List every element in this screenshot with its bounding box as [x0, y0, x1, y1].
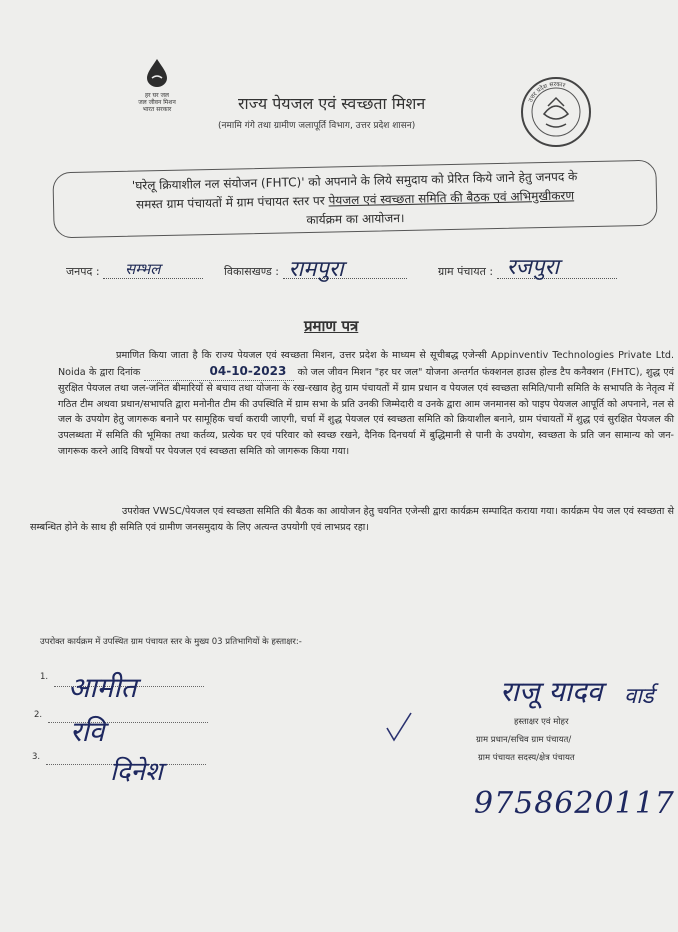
district-field — [66, 260, 203, 279]
participant-signature-1: आमीत — [68, 671, 137, 704]
banner-line-3: कार्यक्रम का आयोजन। — [306, 210, 405, 228]
program-date: 04-10-2023 — [209, 363, 287, 378]
para1-part-a: प्रमाणित किया जाता है कि राज्य पेयजल एवं स्वच्छता मिशन, उत्तर प्रदेश के माध्यम से सूचीबद्ध एजेन्सी Appinventiv Technologies Private Ltd. Noida के द्वारा दिनांक — [58, 350, 674, 378]
panchayat-value: रजपुरा — [506, 255, 560, 280]
signatory-phone: 9758620117 — [474, 786, 675, 821]
participant-signature-3: दिनेश — [110, 757, 163, 787]
participant-number-3: 3. — [32, 752, 41, 762]
signatory-role-line-1: ग्राम प्रधान/सचिव ग्राम पंचायत/ — [476, 735, 572, 745]
participant-signature-2: रवि — [70, 715, 105, 748]
up-government-seal — [520, 76, 592, 148]
mission-subtitle: (नमामि गंगे तथा ग्रामीण जलापूर्ति विभाग, उत्तर प्रदेश शासन) — [218, 121, 416, 131]
har-ghar-jal-logo — [128, 58, 186, 113]
panchayat-field — [438, 255, 617, 280]
seal-text: उत्तर प्रदेश सरकार — [527, 80, 567, 104]
tick-mark-icon — [384, 710, 414, 744]
signatory-role-line-2: ग्राम पंचायत सदस्य/क्षेत्र पंचायत — [478, 753, 575, 763]
participants-label: उपरोक्त कार्यक्रम में उपस्थित ग्राम पंचायत स्तर के मुख्य 03 प्रतिभागियों के हस्ताक्षर:- — [40, 637, 302, 647]
certificate-body-paragraph-1 — [58, 348, 674, 459]
panchayat-label: ग्राम पंचायत : — [438, 265, 494, 278]
water-drop-icon — [144, 58, 170, 88]
logo-line-1: हर घर जल — [145, 92, 169, 99]
signature-and-seal-label: हस्ताक्षर एवं मोहर — [514, 717, 569, 727]
program-banner — [52, 160, 657, 239]
logo-line-3: भारत सरकार — [142, 106, 172, 113]
participant-number-2: 2. — [34, 710, 43, 720]
block-label: विकासखण्ड : — [224, 265, 280, 278]
banner-line-2b: पेयजल एवं स्वच्छता समिति की बैठक एवं अभिमुखीकरण — [328, 188, 575, 208]
para1-part-b: को जल जीवन मिशन "हर घर जल" योजना अन्तर्गत फंक्शनल हाउस होल्ड टैप कनैक्शन (FHTC), शुद्ध एवं सुरक्षित पेयजल तथा जल-जनित बीमारियों से बचाव तथा योजना के रख-रखाव हेतु ग्राम पंचायतों में ग्राम प्रधान व पेयजल एवं स्वच्छता समिति/पानी समिति के सभापति के नेतृत्व में गठित टीम अथवा प्रधान/सभापति द्वारा मनोनीत टीम की उपस्थिति में ग्राम सभा के प्रति उनकी जिम्मेदारी व उनके द्वारा आम जनमानस को पाइप पेयजल आपूर्ति को अपनाने, नल से जल के उपयोग हेतु जागरूक बनाने पर सामूहिक चर्चा करायी जाएगी, चर्चा में शुद्ध पेयजल एवं स्वच्छता समिति को क्रियाशील बनाने, ग्राम पंचायतों में शुद्ध एवं सुरक्षित पेयजल की उपलब्धता में समिति की भूमिका तथा कर्तव्य, प्रत्येक घर एवं परिवार को स्वच्छ रखने, दैनिक दिनचर्या में बुद्धिमानी से पानी के उपयोग, स्वच्छता के प्रति जन सामान्य को जन-जागरूक करने आदि विषयों पर पेयजल एवं स्वच्छता समिति को जागरूक किया गया। — [58, 366, 674, 457]
logo-line-2: जल जीवन मिशन — [138, 99, 176, 106]
participant-number-1: 1. — [40, 672, 49, 682]
block-value: रामपुरा — [288, 257, 344, 282]
district-label: जनपद : — [66, 265, 100, 278]
certificate-title: प्रमाण पत्र — [304, 317, 359, 335]
signatory-ward: वार्ड — [624, 684, 654, 709]
signatory-signature: राजू यादव — [500, 675, 603, 708]
district-value: सम्भल — [125, 260, 161, 278]
mission-title: राज्य पेयजल एवं स्वच्छता मिशन — [238, 94, 426, 113]
block-field — [224, 257, 407, 282]
certificate-body-paragraph-2: उपरोक्त VWSC/पेयजल एवं स्वच्छता समिति की बैठक का आयोजन हेतु चयनित एजेन्सी द्वारा कार्यक्रम सम्पादित कराया गया। कार्यक्रम पेय जल एवं स्वच्छता से सम्बन्धित होने के साथ ही समिति एवं ग्रामीण जनसमुदाय के लिए अत्यन्त उपयोगी एवं लाभप्रद रहा। — [30, 506, 674, 533]
svg-text:उत्तर प्रदेश सरकार — [527, 81, 566, 103]
banner-line-1: 'घरेलू क्रियाशील नल संयोजन (FHTC)' को अपनाने के लिये समुदाय को प्रेरित किये जाने हेतु जनपद के — [131, 169, 578, 193]
banner-line-2a: समस्त ग्राम पंचायतों में ग्राम पंचायत स्तर पर — [135, 193, 325, 212]
